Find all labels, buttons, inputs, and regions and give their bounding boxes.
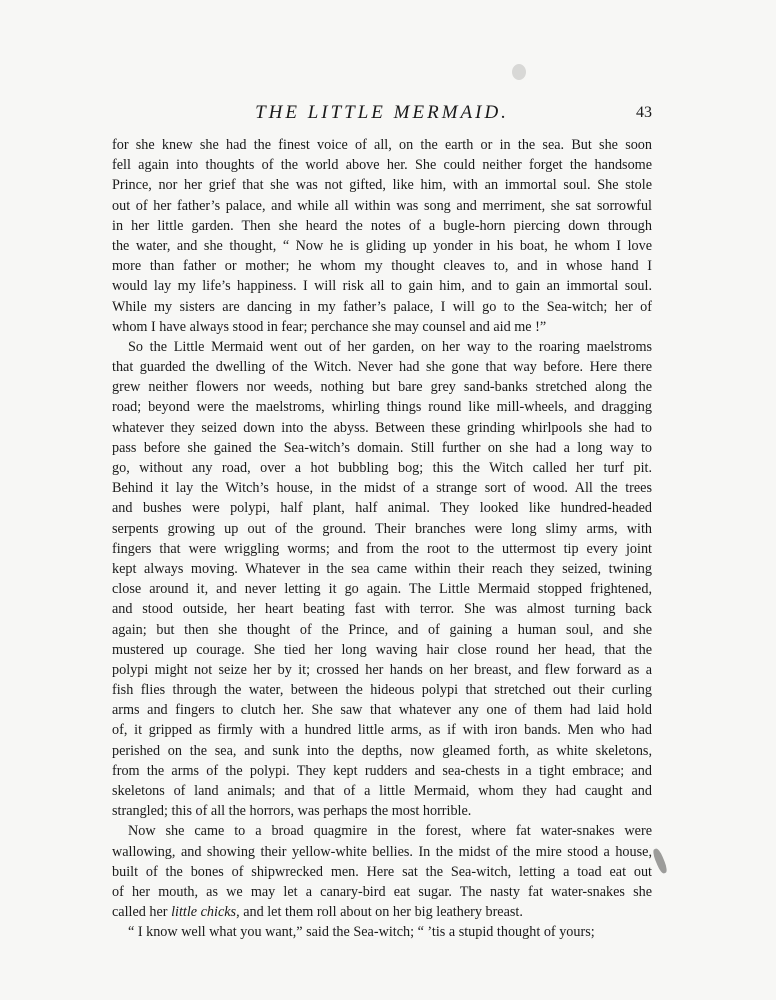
text-line: skeletons of land animals; and that of a little Mermaid, whom they had caught and: [112, 783, 652, 799]
text-line: from the arms of the polypi. They kept rudders and sea-chests in a tight embrace; and: [112, 762, 652, 779]
text-line: perished on the sea, and sunk into the depths, now gleamed forth, as white skeletons,: [112, 742, 652, 759]
text-line: built of the bones of shipwrecked men. Here sat the Sea-witch, letting a toad eat out: [112, 863, 652, 880]
italic-phrase: little chicks: [171, 904, 237, 921]
text-run: , and let them roll about on her big leathery breast.: [236, 904, 523, 921]
text-line: the water, and she thought, “ Now he is gliding up yonder in his boat, he whom I love: [112, 237, 652, 254]
text-line: pass before she gained the Sea-witch’s domain. Still further on she had a long way to: [112, 439, 652, 456]
text-line: road; beyond were the maelstroms, whirling things round like mill-wheels, and dragging: [112, 399, 652, 416]
text-line: Prince, nor her grief that she was not gifted, like him, with an immortal soul. She stole: [112, 177, 652, 194]
text-line: out of her father’s palace, and while all within was song and merriment, she sat sorrowful: [112, 197, 652, 214]
text-line: fish flies through the water, between the hideous polypi that stretched out their curling: [112, 682, 652, 699]
body-text: [112, 135, 652, 943]
text-line: polypi might not seize her by it; crossed her hands on her breast, and flew forward as a: [112, 661, 652, 678]
text-run: called her: [112, 904, 172, 921]
page-header: [112, 100, 652, 126]
text-line: So the Little Mermaid went out of her garden, on her way to the roaring maelstroms: [128, 338, 652, 355]
text-line: wallowing, and showing their yellow-white bellies. In the midst of the mire stood a house,: [112, 843, 652, 860]
text-line: whom I have always stood in fear; perchance she may counsel and aid me !”: [112, 318, 547, 335]
text-line: fell again into thoughts of the world above her. She could neither forget the handsome: [112, 157, 652, 174]
text-line: more than father or mother; he whom my thought cleaves to, and in whose hand I: [112, 258, 652, 275]
text-line: While my sisters are dancing in my father’s palace, I will go to the Sea-witch; her of: [112, 298, 652, 315]
text-line: again; but then she thought of the Prince, and of gaining a human soul, and she: [112, 621, 652, 638]
text-line: close around it, and never letting it go again. The Little Mermaid stopped frightened,: [112, 581, 652, 598]
text-line: of, it gripped as firmly with a hundred little arms, as if with iron bands. Men who had: [112, 722, 652, 739]
text-line: Now she came to a broad quagmire in the forest, where fat water-snakes were: [128, 823, 652, 840]
text-line: and stood outside, her heart beating fast with terror. She was almost turning back: [112, 601, 652, 618]
text-line: of her mouth, as we may let a canary-bird eat sugar. The nasty fat water-snakes she: [112, 883, 652, 900]
text-line: [112, 902, 652, 922]
text-line: for she knew she had the finest voice of all, on the earth or in the sea. But she soon: [112, 137, 652, 153]
text-line: and bushes were polypi, half plant, half animal. They looked like hundred-headed: [112, 500, 652, 517]
text-line: that guarded the dwelling of the Witch. Never had she gone that way before. Here there: [112, 359, 652, 376]
text-line: would lay my life’s happiness. I will risk all to gain him, and to gain an immortal soul.: [112, 278, 652, 295]
text-line: “ I know well what you want,” said the Sea-witch; “ ’tis a stupid thought of yours;: [128, 924, 595, 941]
paper-speck: [512, 64, 526, 80]
text-line: mustered up courage. She tied her long waving hair close round her head, that the: [112, 641, 652, 658]
text-line: strangled; this of all the horrors, was perhaps the most horrible.: [112, 803, 472, 820]
text-line: in her little garden. Then she heard the notes of a bugle-horn piercing down through: [112, 217, 652, 234]
text-line: serpents growing up out of the ground. Their branches were long slimy arms, with: [112, 520, 652, 537]
running-title: THE LITTLE MERMAID.: [255, 102, 509, 123]
text-line: whatever they seized down into the abyss. Between these grinding whirlpools she had to: [112, 419, 652, 436]
paper-mark: [651, 847, 668, 874]
text-line: grew neither flowers nor weeds, nothing but bare grey sand-banks stretched along the: [112, 379, 652, 396]
text-line: go, without any road, over a hot bubbling bog; this the Witch called her turf pit.: [112, 460, 652, 476]
text-line: Behind it lay the Witch’s house, in the midst of a strange sort of wood. All the trees: [112, 480, 652, 497]
text-line: fingers that were wriggling worms; and from the root to the uttermost tip every joint: [112, 540, 652, 557]
page-number: 43: [636, 104, 652, 121]
text-line: arms and fingers to clutch her. She saw that whatever any one of them had laid hold: [112, 702, 652, 719]
text-line: kept always moving. Whatever in the sea came within their reach they seized, twining: [112, 560, 652, 577]
